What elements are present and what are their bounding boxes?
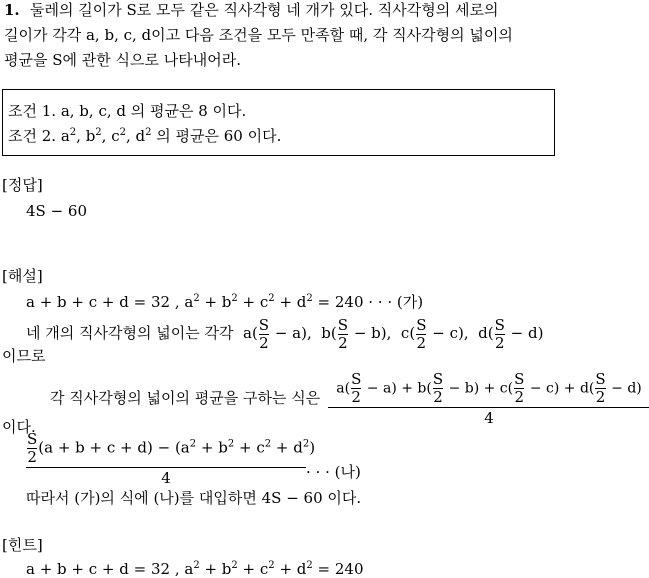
avg-text: 각 직사각형의 넓이의 평균을 구하는 식은: [50, 389, 321, 407]
solution-eq-1: a + b + c + d = 32 , $a^2 + b^2 + c^2 + d^2 = 240$ · · · (가): [26, 293, 424, 311]
condition-2: 조건 2. $a^2$, $b^2$, $c^2$, $d^2$ 의 평균은 60 이다.: [8, 127, 282, 145]
na-label: · · · (나): [306, 463, 361, 481]
imeuro-text: 이므로: [2, 347, 46, 365]
condition-1: 조건 1. a, b, c, d 의 평균은 8 이다.: [8, 102, 247, 120]
conditions-box: [2, 89, 555, 156]
areas-line: 네 개의 직사각형의 넓이는 각각 a( $\frac{S}{2}$ − a), b( $\frac{S}{2}$ − b), c( $\frac{S}{2}$ − c), d( $\frac{S}{2}$ − d): [26, 315, 544, 352]
answer-heading: [정답]: [2, 176, 43, 194]
avg-fraction: a( $\frac{S}{2}$ − a) + b( $\frac{S}{2}$ − b) + c( $\frac{S}{2}$ − c) + d( $\frac{S}{2}$ − d) 4: [328, 372, 649, 426]
ida-text: 이다.: [2, 418, 36, 436]
conclusion: 따라서 (가)의 식에 (나)를 대입하면 4S − 60 이다.: [26, 489, 362, 507]
problem-line-3: 평균을 S에 관한 식으로 나타내어라.: [4, 51, 241, 69]
hint-eq: a + b + c + d = 32 , $a^2 + b^2 + c^2 + d^2 = 240$: [26, 560, 364, 578]
problem-number: 1.: [4, 1, 20, 19]
problem-line-1: 둘레의 길이가 S로 모두 같은 직사각형 네 개가 있다. 직사각형의 세로의: [30, 1, 499, 19]
answer-value: 4S − 60: [26, 202, 88, 220]
na-fraction: $\frac{S}{2}$ $(a + b + c + d) - (a^2 + b^2 + c^2 + d^2)$ 4: [27, 430, 316, 487]
problem-line-2: 길이가 각각 a, b, c, d이고 다음 조건을 모두 만족할 때, 각 직사각형의 넓이의: [4, 26, 513, 44]
hint-heading: [힌트]: [2, 536, 43, 554]
solution-heading: [해설]: [2, 267, 43, 285]
